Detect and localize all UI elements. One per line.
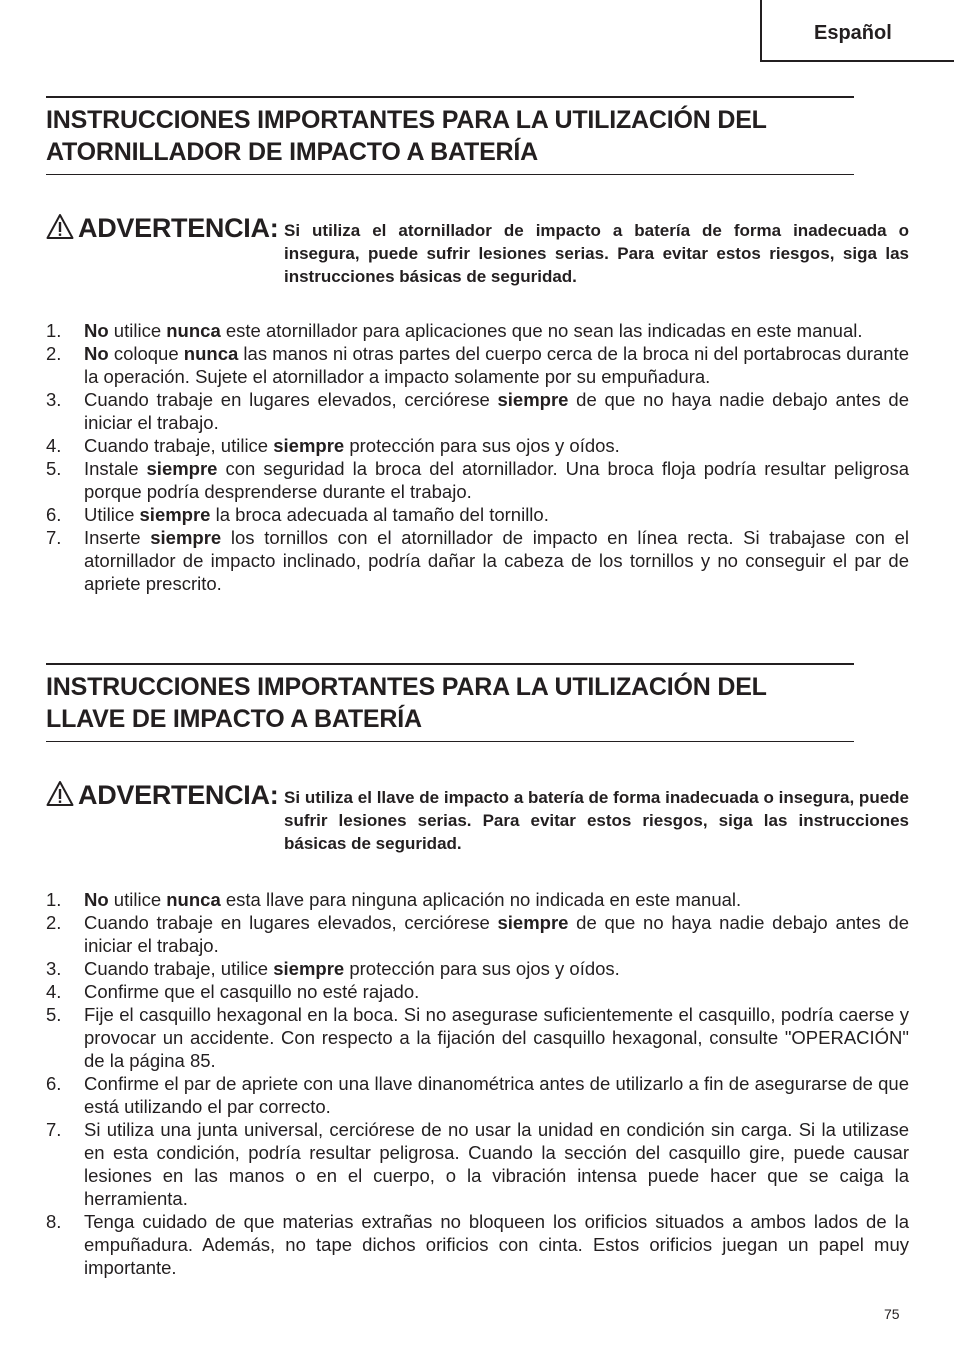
item-number: 4. (46, 981, 62, 1002)
item-text: Confirme que el casquillo no esté rajado. (84, 981, 420, 1002)
emphasis-text: siempre (273, 435, 345, 456)
item-text: de que no haya nadie debajo antes de iniciar el trabajo. (84, 389, 909, 433)
item-text: de que no haya nadie debajo antes de iniciar el trabajo. (84, 912, 909, 956)
item-number: 7. (46, 527, 62, 548)
section-title-line2: LLAVE DE IMPACTO A BATERÍA (46, 705, 422, 733)
warning-text: Si utiliza el llave de impacto a batería de forma inadecuada o insegura, puede sufrir lesiones serias. Para evitar estos riesgos, siga las instrucciones básicas de seguridad. (284, 788, 909, 853)
list-item (46, 503, 909, 526)
item-text: protección para sus ojos y oídos. (344, 435, 620, 456)
item-text: los tornillos con el atornillador de impacto en línea recta. Si trabajase con el atornillador de impacto inclinado, podría dañar la cabeza de los tornillos y no conseguir el par de apriete prescrito. (84, 527, 909, 594)
item-text: con seguridad la broca del atornillador. Una broca floja podría resultar peligrosa porque podría desprenderse durante el trabajo. (84, 458, 909, 502)
section-screwdriver (46, 96, 909, 595)
language-label: Español (814, 22, 892, 44)
item-number: 4. (46, 435, 62, 456)
emphasis-text: No (84, 343, 109, 364)
item-number: 3. (46, 389, 62, 410)
item-text: las manos ni otras partes del cuerpo cerca de la broca ni del portabrocas durante la operación. Sujete el atornillador a impacto solamente por su empuñadura. (84, 343, 909, 387)
emphasis-text: nunca (183, 343, 239, 364)
list-item (46, 888, 909, 911)
item-text: Instale (84, 458, 147, 479)
list-item (46, 1210, 909, 1279)
item-text: Utilice (84, 504, 140, 525)
item-text: Cuando trabaje, utilice (84, 958, 274, 979)
list-item (46, 911, 909, 957)
list-item (46, 1003, 909, 1072)
item-text: Inserte (84, 527, 151, 548)
warning-text: Si utiliza el atornillador de impacto a batería de forma inadecuada o insegura, puede sufrir lesiones serias. Para evitar estos riesgos, siga las instrucciones básicas de seguridad. (284, 221, 909, 286)
item-text: coloque (108, 343, 184, 364)
item-text: la broca adecuada al tamaño del tornillo. (210, 504, 549, 525)
item-text: Si utiliza una junta universal, cerciórese de no usar la unidad en condición sin carga. Si la utilizase en esta condición, podría resultar peligrosa. Cuando la sección del casquillo gire, puede causar lesiones en las manos o en el cuerpo, o la vibración intensa puede hacer que se caiga la herramienta. (84, 1119, 909, 1209)
list-item (46, 457, 909, 503)
item-number: 6. (46, 504, 62, 525)
warning-triangle-icon (46, 780, 74, 808)
item-number: 7. (46, 1119, 62, 1140)
list-item (46, 342, 909, 388)
item-number: 1. (46, 320, 62, 341)
instruction-list (46, 888, 909, 1279)
section-title-line2: ATORNILLADOR DE IMPACTO A BATERÍA (46, 138, 538, 166)
list-item (46, 388, 909, 434)
warning-block (46, 213, 909, 299)
item-number: 2. (46, 912, 62, 933)
item-number: 6. (46, 1073, 62, 1094)
item-text: Confirme el par de apriete con una llave dinanométrica antes de utilizarlo a fin de asegurarse de que está utilizando el par correcto. (84, 1073, 909, 1117)
section-title-line1: INSTRUCCIONES IMPORTANTES PARA LA UTILIZACIÓN DEL (46, 673, 767, 701)
item-text: utilice (108, 320, 167, 341)
section-wrench (46, 663, 909, 1279)
item-number: 2. (46, 343, 62, 364)
emphasis-text: nunca (166, 889, 221, 910)
item-text: Cuando trabaje en lugares elevados, cerciórese (84, 912, 498, 933)
emphasis-text: No (84, 889, 109, 910)
instruction-list (46, 319, 909, 595)
language-tab (760, 0, 954, 62)
item-number: 5. (46, 1004, 62, 1025)
item-text: este atornillador para aplicaciones que no sean las indicadas en este manual. (220, 320, 863, 341)
page-number: 75 (884, 1306, 900, 1322)
item-number: 8. (46, 1211, 62, 1232)
list-item (46, 319, 909, 342)
section-title (46, 96, 854, 175)
item-number: 1. (46, 889, 62, 910)
list-item (46, 526, 909, 595)
item-text: Cuando trabaje en lugares elevados, cerciórese (84, 389, 498, 410)
emphasis-text: siempre (139, 504, 211, 525)
item-text: esta llave para ninguna aplicación no indicada en este manual. (220, 889, 742, 910)
list-item (46, 957, 909, 980)
list-item (46, 1072, 909, 1118)
warning-label: ADVERTENCIA: (78, 213, 279, 243)
emphasis-text: siempre (497, 912, 569, 933)
list-item (46, 1118, 909, 1210)
emphasis-text: siempre (150, 527, 222, 548)
section-title (46, 663, 854, 742)
emphasis-text: siempre (273, 958, 345, 979)
list-item (46, 980, 909, 1003)
item-text: protección para sus ojos y oídos. (344, 958, 620, 979)
item-text: utilice (108, 889, 167, 910)
emphasis-text: nunca (166, 320, 221, 341)
item-number: 5. (46, 458, 62, 479)
warning-block (46, 780, 909, 868)
item-text: Fije el casquillo hexagonal en la boca. Si no asegurase suficientemente el casquillo, podría caerse y provocar un accidente. Con respecto a la fijación del casquillo hexagonal, consulte "OPERACIÓN" de la página 85. (84, 1004, 909, 1071)
emphasis-text: siempre (497, 389, 569, 410)
section-title-line1: INSTRUCCIONES IMPORTANTES PARA LA UTILIZACIÓN DEL (46, 106, 767, 134)
item-text: Tenga cuidado de que materias extrañas no bloqueen los orificios situados a ambos lados de la empuñadura. Además, no tape dichos orificios con cinta. Estos orificios juegan un papel muy importante. (84, 1211, 909, 1278)
warning-label: ADVERTENCIA: (78, 780, 279, 810)
warning-triangle-icon (46, 213, 74, 241)
item-number: 3. (46, 958, 62, 979)
emphasis-text: siempre (146, 458, 218, 479)
emphasis-text: No (84, 320, 109, 341)
item-text: Cuando trabaje, utilice (84, 435, 274, 456)
list-item (46, 434, 909, 457)
